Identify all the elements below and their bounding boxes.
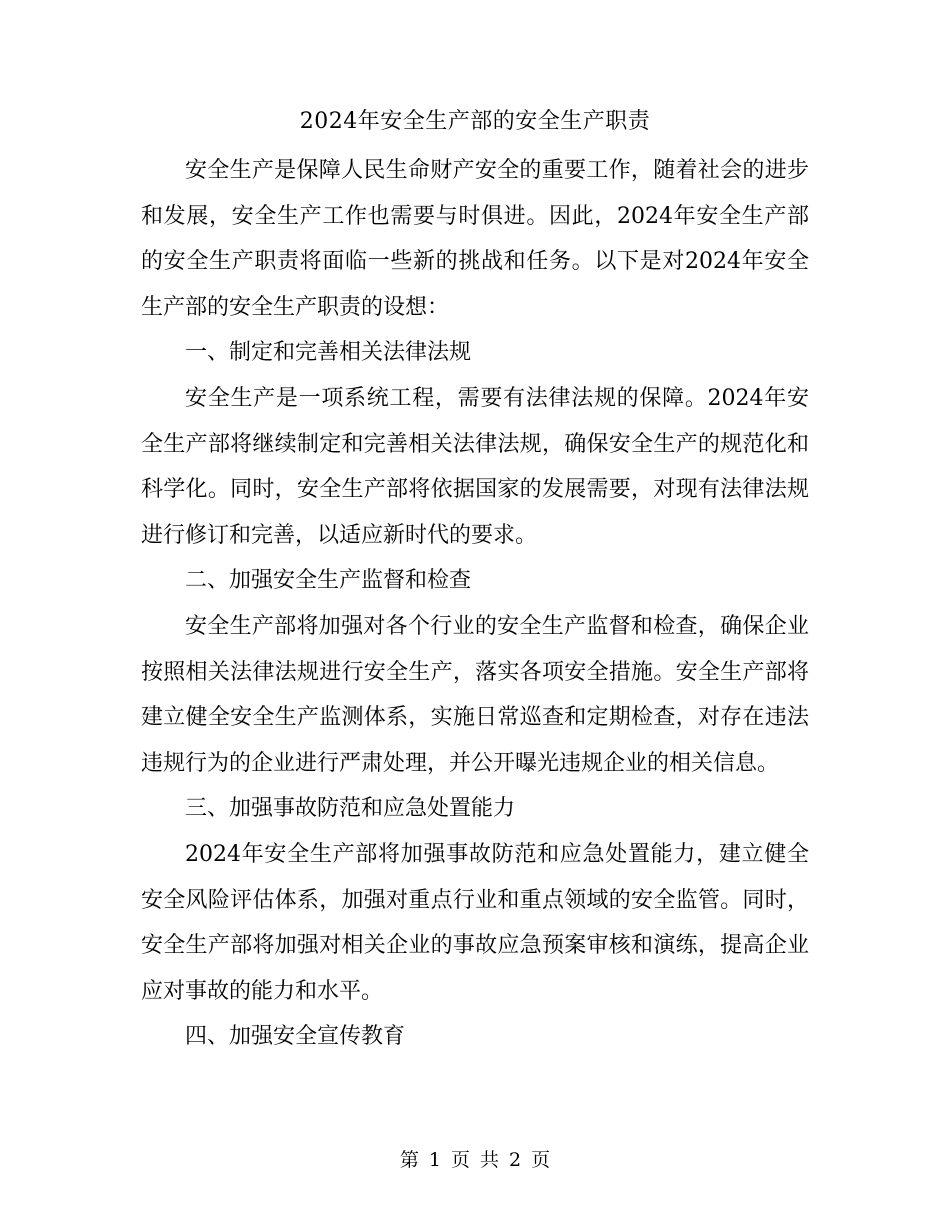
section-heading-1: 一、制定和完善相关法律法规 <box>185 340 472 366</box>
document-title: 2024年安全生产部的安全生产职责 <box>299 109 651 134</box>
section-paragraph-2: 安全生产部将加强对各个行业的安全生产监督和检查，确保企业按照相关法律法规进行安全生产，落实各项安全措施。安全生产部将建立健全安全生产监测体系，实施日常巡查和定期检查，对存在违法违规行为的企业进行严肃处理，并公开曝光违规企业的相关信息。 <box>141 613 809 776</box>
page-footer: 第 1 页 共 2 页 <box>399 1149 551 1171</box>
document-body <box>141 148 809 1060</box>
intro-paragraph: 安全生产是保障人民生命财产安全的重要工作，随着社会的进步和发展，安全生产工作也需要与时俱进。因此，2024年安全生产部的安全生产职责将面临一些新的挑战和任务。以下是对2024年安全生产部的安全生产职责的设想： <box>141 158 809 320</box>
section-heading-4: 四、加强安全宣传教育 <box>185 1024 406 1050</box>
section-heading-2: 二、加强安全生产监督和检查 <box>185 568 472 594</box>
section-paragraph-1: 安全生产是一项系统工程，需要有法律法规的保障。2024年安全生产部将继续制定和完善相关法律法规，确保安全生产的规范化和科学化。同时，安全生产部将依据国家的发展需要，对现有法律法规进行修订和完善，以适应新时代的要求。 <box>141 385 809 548</box>
section-heading-3: 三、加强事故防范和应急处置能力 <box>185 796 516 822</box>
section-paragraph-3: 2024年安全生产部将加强事故防范和应急处置能力，建立健全安全风险评估体系，加强对重点行业和重点领域的安全监管。同时，安全生产部将加强对相关企业的事故应急预案审核和演练，提高企业应对事故的能力和水平。 <box>141 841 809 1004</box>
